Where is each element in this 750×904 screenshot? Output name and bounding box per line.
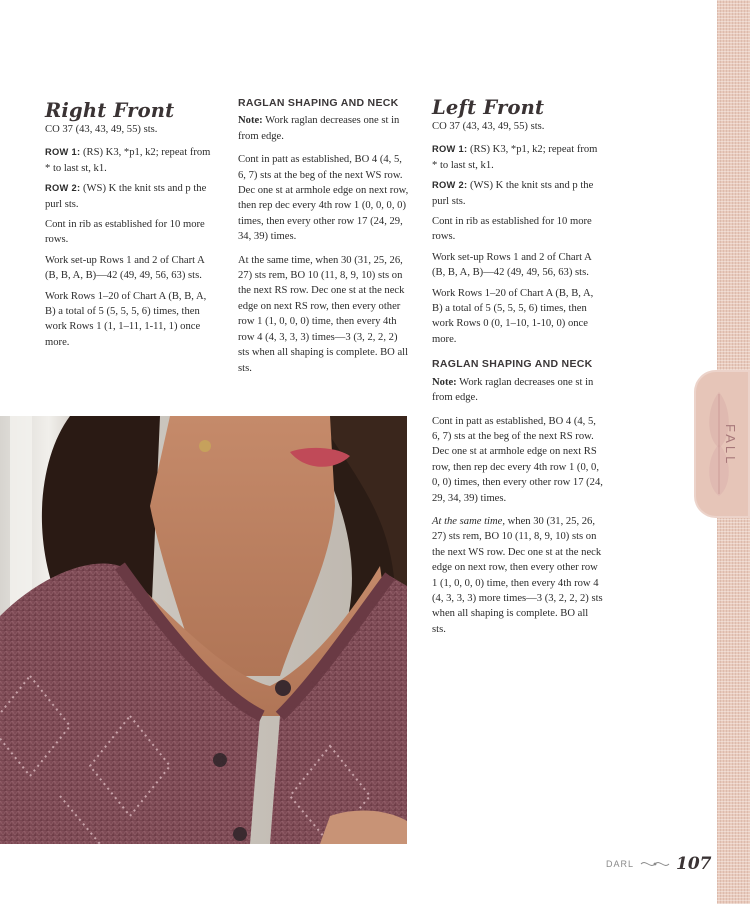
row-2-instruction — [432, 178, 604, 209]
page-number: 107 — [676, 854, 712, 874]
note-text: Work raglan decreases one st in from edge. — [238, 115, 400, 142]
setup-instruction: Work set-up Rows 1 and 2 of Chart A (B, B, A, B)—42 (49, 49, 56, 63) sts. — [45, 254, 205, 282]
same-time-italic: At the same time, — [432, 515, 505, 527]
row-1-instruction — [45, 145, 217, 176]
row-2-text: (WS) K the knit sts and p the purl sts. — [45, 183, 207, 210]
raglan-note — [432, 375, 604, 406]
raglan-paragraph-1: Cont in patt as established, BO 4 (4, 5, 6, 7) sts at the beg of the next WS row. Dec one st at armhole edge on next row, then rep dec every 4th row 1 (0, 0, 0, 0) times, then every other row 17 (24, 29, 34, 39) times. — [238, 154, 409, 243]
cast-on-text: CO 37 (43, 43, 49, 55) sts. — [432, 121, 545, 132]
row-1-text: (RS) K3, *p1, k2; repeat from * to last st, k1. — [432, 144, 598, 171]
raglan-paragraph-1: Cont in patt as established, BO 4 (4, 5, 6, 7) sts at the beg of the next RS row. Dec one st at armhole edge on next RS row, then rep dec every 4th row 1 (0, 0, 0, 0) times, then every other row 17 (24, 29, 34, 39) times. — [432, 415, 603, 504]
left-front-heading: Left Front — [432, 96, 545, 119]
raglan-paragraph-2-text: when 30 (31, 25, 26, 27) sts rem, BO 10 (11, 8, 9, 10) sts on the next WS row. Dec one st at the neck edge on next row, then every other row 1 (1, 0, 0, 0) time, then every 4th row 4 (4, 3, 3, 3) more times—3 (3, 2, 2, 2) sts when all shaping is complete. BO all sts. — [432, 515, 603, 635]
row-1-instruction — [432, 142, 604, 173]
row-2-label: ROW 2: — [45, 183, 81, 194]
section-label: FALL — [723, 423, 738, 467]
chart-instruction: Work Rows 1–20 of Chart A (B, B, A, B) a total of 5 (5, 5, 5, 6) times, then work Rows 1 (1, 1–11, 1-11, 1) once more. — [45, 290, 207, 348]
note-text: Work raglan decreases one st in from edge. — [432, 376, 594, 404]
cardigan-photo-illustration — [0, 416, 407, 844]
cast-on-text: CO 37 (43, 43, 49, 55) sts. — [45, 124, 158, 135]
flourish-ornament-icon — [640, 859, 670, 869]
chart-instruction: Work Rows 1–20 of Chart A (B, B, A, B) a total of 5 (5, 5, 5, 6) times, then work Rows 0 (0, 1–10, 1-10, 0) once more. — [432, 287, 594, 345]
row-2-text: (WS) K the knit sts and p the purl sts. — [432, 180, 594, 207]
page-footer — [606, 853, 712, 875]
raglan-right-column — [238, 96, 410, 381]
model-photo — [0, 416, 407, 844]
right-front-column — [45, 100, 217, 355]
raglan-heading: RAGLAN SHAPING AND NECK — [432, 358, 593, 371]
raglan-heading: RAGLAN SHAPING AND NECK — [238, 97, 399, 109]
row-2-label: ROW 2: — [432, 180, 468, 191]
note-label: Note: — [432, 376, 457, 388]
note-label: Note: — [238, 115, 263, 127]
section-tab — [694, 370, 750, 518]
row-1-text: (RS) K3, *p1, k2; repeat from * to last st, k1. — [45, 147, 211, 174]
right-front-heading: Right Front — [45, 99, 175, 122]
raglan-paragraph-2: At the same time, when 30 (31, 25, 26, 27) sts rem, BO 10 (11, 8, 9, 10) sts on the next RS row. Dec one st at the neck edge on next RS row, then every other row 1 (1, 0, 0, 0) time, then every 4th row 4 (4, 3, 3, 3) times—3 (3, 2, 2, 2) sts when all shaping is complete. BO all sts. — [238, 254, 409, 374]
footer-label: DARL — [606, 859, 635, 869]
rib-instruction: Cont in rib as established for 10 more rows. — [45, 219, 205, 246]
row-1-label: ROW 1: — [432, 144, 468, 155]
left-front-column — [432, 97, 604, 642]
row-2-instruction — [45, 181, 217, 212]
setup-instruction: Work set-up Rows 1 and 2 of Chart A (B, B, A, B)—42 (49, 49, 56, 63) sts. — [432, 251, 592, 279]
rib-instruction: Cont in rib as established for 10 more rows. — [432, 216, 592, 243]
row-1-label: ROW 1: — [45, 147, 81, 158]
raglan-note — [238, 113, 410, 144]
raglan-paragraph-2 — [432, 514, 604, 637]
